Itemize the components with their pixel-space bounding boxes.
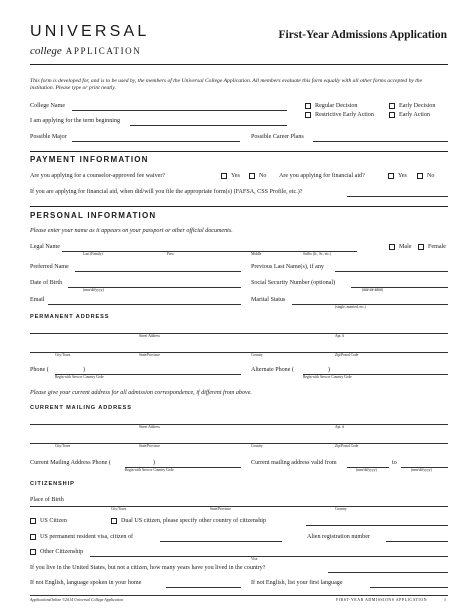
suffix-caption: Suffix (Jr., Sr., etc.) (303, 252, 332, 256)
alt-phone-label: Alternate Phone ( (251, 367, 294, 373)
marital-caption: (single, married, etc.) (335, 305, 366, 309)
aid-form-question: If you are applying for financial aid, when did/will you file the appropriate form(s) (FAFSA, CSS Profile, etc.)? (30, 189, 303, 195)
footer-rule (30, 595, 448, 596)
permanent-country-caption: Country (251, 353, 263, 357)
legal-name-label: Legal Name (30, 244, 60, 250)
first-name-caption: First (167, 252, 174, 256)
first-language-label: If not English, list your first language (251, 580, 343, 586)
fee-waiver-yes-label: Yes (231, 173, 240, 179)
payment-rule (30, 151, 448, 152)
personal-note: Please enter your name as it appears on your passport or other official documents. (30, 228, 233, 234)
mailing-city-field[interactable] (30, 443, 448, 444)
home-language-field[interactable] (166, 587, 241, 588)
permanent-phone-paren-close: ) (83, 367, 86, 373)
college-name-field[interactable] (72, 110, 287, 111)
last-name-caption: Last (Family) (83, 252, 103, 256)
fee-waiver-question: Are you applying for a counselor-approved fee waiver? (30, 173, 166, 179)
dual-citizen-checkbox[interactable] (111, 518, 117, 524)
major-label: Possible Major (30, 134, 67, 140)
mailing-street-field[interactable] (30, 424, 448, 425)
mailing-phone-paren-close: ) (153, 460, 156, 466)
fee-waiver-no-checkbox[interactable] (249, 173, 255, 179)
email-field[interactable] (48, 304, 241, 305)
mailing-city-caption: City/Town (55, 444, 71, 448)
logo-word: UNIVERSAL (30, 23, 150, 40)
us-citizen-checkbox[interactable] (30, 518, 36, 524)
permanent-resident-checkbox[interactable] (30, 534, 36, 540)
other-citizenship-label: Other Citizenship (40, 549, 84, 555)
financial-aid-yes-checkbox[interactable] (388, 173, 394, 179)
female-label: Female (428, 244, 446, 250)
fee-waiver-no-label: No (259, 173, 267, 179)
previous-name-label: Previous Last Name(s), if any (251, 264, 324, 270)
aid-form-field[interactable] (347, 196, 448, 197)
birth-place-field[interactable] (30, 506, 448, 507)
financial-aid-question: Are you applying for financial aid? (279, 173, 365, 179)
financial-aid-no-label: No (427, 173, 435, 179)
early-action-label: Early Action (399, 112, 430, 118)
alien-number-field[interactable] (386, 541, 448, 542)
personal-heading: PERSONAL INFORMATION (30, 211, 157, 220)
dual-citizen-field[interactable] (306, 525, 448, 526)
mailing-street-caption: Street Address (139, 425, 160, 429)
logo (30, 24, 150, 58)
regular-decision-checkbox[interactable] (305, 103, 311, 109)
financial-aid-no-checkbox[interactable] (417, 173, 423, 179)
mailing-valid-label: Current mailing address valid from (251, 460, 337, 466)
years-question: If you live in the United States, but not a citizen, how many years have you lived in the country? (30, 565, 266, 571)
citizenship-heading: CITIZENSHIP (30, 481, 75, 487)
permanent-street-field[interactable] (30, 333, 448, 334)
footer-right: FIRST-YEAR ADMISSIONS APPLICATION (336, 597, 428, 602)
male-label: Male (399, 244, 412, 250)
mailing-to-label: to (392, 460, 397, 466)
restrictive-early-action-checkbox[interactable] (305, 112, 311, 118)
early-decision-label: Early Decision (399, 103, 436, 109)
major-field[interactable] (72, 141, 240, 142)
dob-caption: (mm/dd/yyyy) (83, 288, 104, 292)
visa-caption: Visa (251, 557, 258, 561)
mailing-heading: CURRENT MAILING ADDRESS (30, 405, 132, 411)
logo-application: APPLICATION (65, 46, 142, 56)
mailing-country-caption: Country (251, 444, 263, 448)
mailing-state-caption: State/Province (139, 444, 160, 448)
mailing-valid-to-caption: (mm/dd/yyyy) (411, 468, 432, 472)
dob-label: Date of Birth (30, 280, 63, 286)
restrictive-early-action-label: Restrictive Early Action (315, 112, 374, 118)
page-title: First-Year Admissions Application (278, 29, 447, 41)
permanent-resident-field[interactable] (160, 541, 282, 542)
other-citizenship-field[interactable] (90, 556, 448, 557)
alt-phone-caption: Begin with Area or Country Code (303, 375, 352, 379)
header-rule (30, 64, 448, 65)
birth-state-caption: State/Province (210, 507, 231, 511)
fee-waiver-yes-checkbox[interactable] (221, 173, 227, 179)
ssn-label: Social Security Number (optional) (251, 280, 336, 286)
financial-aid-yes-label: Yes (398, 173, 407, 179)
permanent-city-caption: City/Town (55, 353, 71, 357)
mailing-zip-caption: Zip/Postal Code (335, 444, 359, 448)
permanent-resident-label: US permanent resident visa, citizen of (40, 534, 134, 540)
us-citizen-label: US Citizen (40, 518, 67, 524)
career-field[interactable] (313, 141, 448, 142)
permanent-phone-caption: Begin with Area or Country Code (55, 375, 104, 379)
footer-page-number: 1 (444, 597, 446, 602)
permanent-state-caption: State/Province (139, 353, 160, 357)
preferred-name-label: Preferred Name (30, 264, 69, 270)
permanent-apt-caption: Apt. # (335, 334, 344, 338)
marital-label: Marital Status (251, 297, 286, 303)
footer-left: ApplicationsOnline ©2014 Universal College Application (30, 597, 123, 602)
female-checkbox[interactable] (418, 244, 424, 250)
payment-heading: PAYMENT INFORMATION (30, 155, 149, 164)
permanent-city-field[interactable] (30, 352, 448, 353)
term-label: I am applying for the term beginning (30, 118, 121, 124)
previous-name-field[interactable] (335, 271, 448, 272)
home-language-label: If not English, language spoken in your home (30, 580, 142, 586)
mailing-phone-label: Current Mailing Address Phone ( (30, 460, 111, 466)
first-language-field[interactable] (370, 587, 448, 588)
permanent-heading: PERMANENT ADDRESS (30, 314, 110, 320)
dual-citizen-label: Dual US citizen, please specify other country of citizenship (121, 518, 267, 524)
career-label: Possible Career Plans (251, 134, 304, 140)
preferred-name-field[interactable] (75, 271, 241, 272)
term-field[interactable] (130, 125, 287, 126)
alien-number-label: Alien registration number (307, 534, 370, 540)
early-action-checkbox[interactable] (389, 112, 395, 118)
mailing-apt-caption: Apt. # (335, 425, 344, 429)
other-citizenship-checkbox[interactable] (30, 549, 36, 555)
birth-country-caption: Country (335, 507, 347, 511)
birth-city-caption: City/Town (111, 507, 127, 511)
mailing-valid-from-caption: (mm/dd/yyyy) (356, 468, 377, 472)
personal-rule (30, 206, 448, 207)
intro-text: This form is developed for, and is to be used by, the members of the Universal College Application. All members evaluate this form equally with all other forms accepted by the institution. Please type or print neatly. (30, 78, 423, 91)
birth-place-label: Place of Birth (30, 497, 64, 503)
correspondence-note: Please give your current address for all admission correspondence, if different from above. (30, 390, 252, 396)
permanent-zip-caption: Zip/Postal Code (335, 353, 359, 357)
regular-decision-label: Regular Decision (315, 103, 358, 109)
permanent-phone-label: Phone ( (30, 367, 49, 373)
marital-field[interactable] (292, 304, 448, 305)
college-name-label: College Name (30, 103, 66, 109)
ssn-caption: (###-##-####) (362, 288, 383, 292)
male-checkbox[interactable] (389, 244, 395, 250)
middle-name-caption: Middle (251, 252, 262, 256)
years-field[interactable] (328, 572, 448, 573)
email-label: Email (30, 297, 45, 303)
alt-phone-paren-close: ) (328, 367, 331, 373)
permanent-street-caption: Street Address (139, 334, 160, 338)
early-decision-checkbox[interactable] (389, 103, 395, 109)
logo-college: college (30, 45, 62, 57)
mailing-phone-caption: Begin with Area or Country Code (125, 468, 174, 472)
